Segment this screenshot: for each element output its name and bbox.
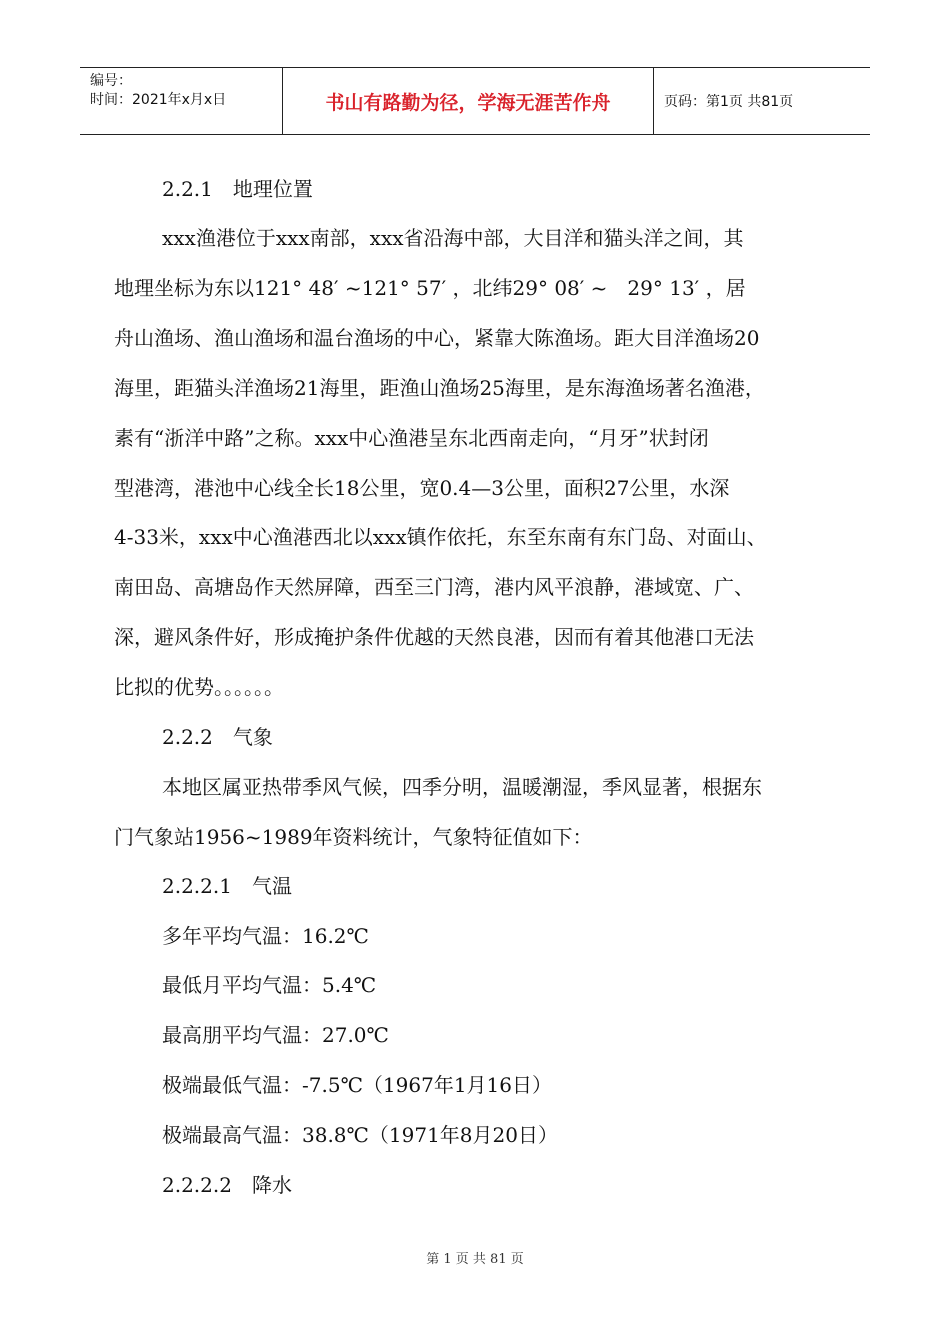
paragraph-line: xxx渔港位于xxx南部，xxx省沿海中部，大目洋和猫头洋之间，其 (162, 226, 744, 250)
section-heading: 2.2.2 气象 (162, 725, 273, 749)
page-header (80, 67, 870, 135)
paragraph-line: 比拟的优势。。。。。。 (114, 675, 284, 699)
paragraph-line: 舟山渔场、渔山渔场和温台渔场的中心，紧靠大陈渔场。距大目洋渔场20 (114, 326, 760, 350)
paragraph-line: 本地区属亚热带季风气候，四季分明，温暖潮湿，季风显著，根据东 (162, 775, 762, 799)
number-label: 编号： (90, 73, 132, 89)
paragraph-line: 门气象站1956~1989年资料统计，气象特征值如下： (114, 825, 593, 849)
stat-line: 极端最低气温：-7.5℃（1967年1月16日） (162, 1073, 553, 1097)
paragraph-line: 4-33米，xxx中心渔港西北以xxx镇作依托，东至东南有东门岛、对面山、 (114, 525, 767, 549)
stat-line: 多年平均气温：16.2℃ (162, 924, 369, 948)
time-label: 时间：2021年x月x日 (90, 92, 227, 108)
stat-line: 极端最高气温：38.8℃（1971年8月20日） (162, 1123, 558, 1147)
paragraph-line: 南田岛、高塘岛作天然屏障，西至三门湾，港内风平浪静，港域宽、广、 (114, 575, 754, 599)
stat-line: 最低月平均气温：5.4℃ (162, 973, 377, 997)
section-heading: 2.2.1 地理位置 (162, 177, 313, 201)
header-motto: 书山有路勤为径，学海无涯苦作舟 (282, 68, 654, 134)
subsection-heading: 2.2.2.2 降水 (162, 1173, 292, 1197)
page-footer: 第 1 页 共 81 页 (426, 1252, 524, 1267)
paragraph-line: 地理坐标为东以121° 48′ ~121° 57′ ，北纬29° 08′ ~ 29° 13′ ，居 (114, 276, 746, 300)
paragraph-line: 素有“浙洋中路”之称。xxx中心渔港呈东北西南走向，“月牙”状封闭 (114, 426, 709, 450)
header-page-code: 页码：第1页 共81页 (664, 94, 794, 110)
header-meta (80, 68, 282, 134)
paragraph-line: 深，避风条件好，形成掩护条件优越的天然良港，因而有着其他港口无法 (114, 625, 754, 649)
stat-line: 最高朋平均气温：27.0℃ (162, 1023, 389, 1047)
paragraph-line: 型港湾，港池中心线全长18公里，宽0.4—3公里，面积27公里，水深 (114, 476, 730, 500)
paragraph-line: 海里，距猫头洋渔场21海里，距渔山渔场25海里，是东海渔场著名渔港， (114, 376, 765, 400)
subsection-heading: 2.2.2.1 气温 (162, 874, 292, 898)
